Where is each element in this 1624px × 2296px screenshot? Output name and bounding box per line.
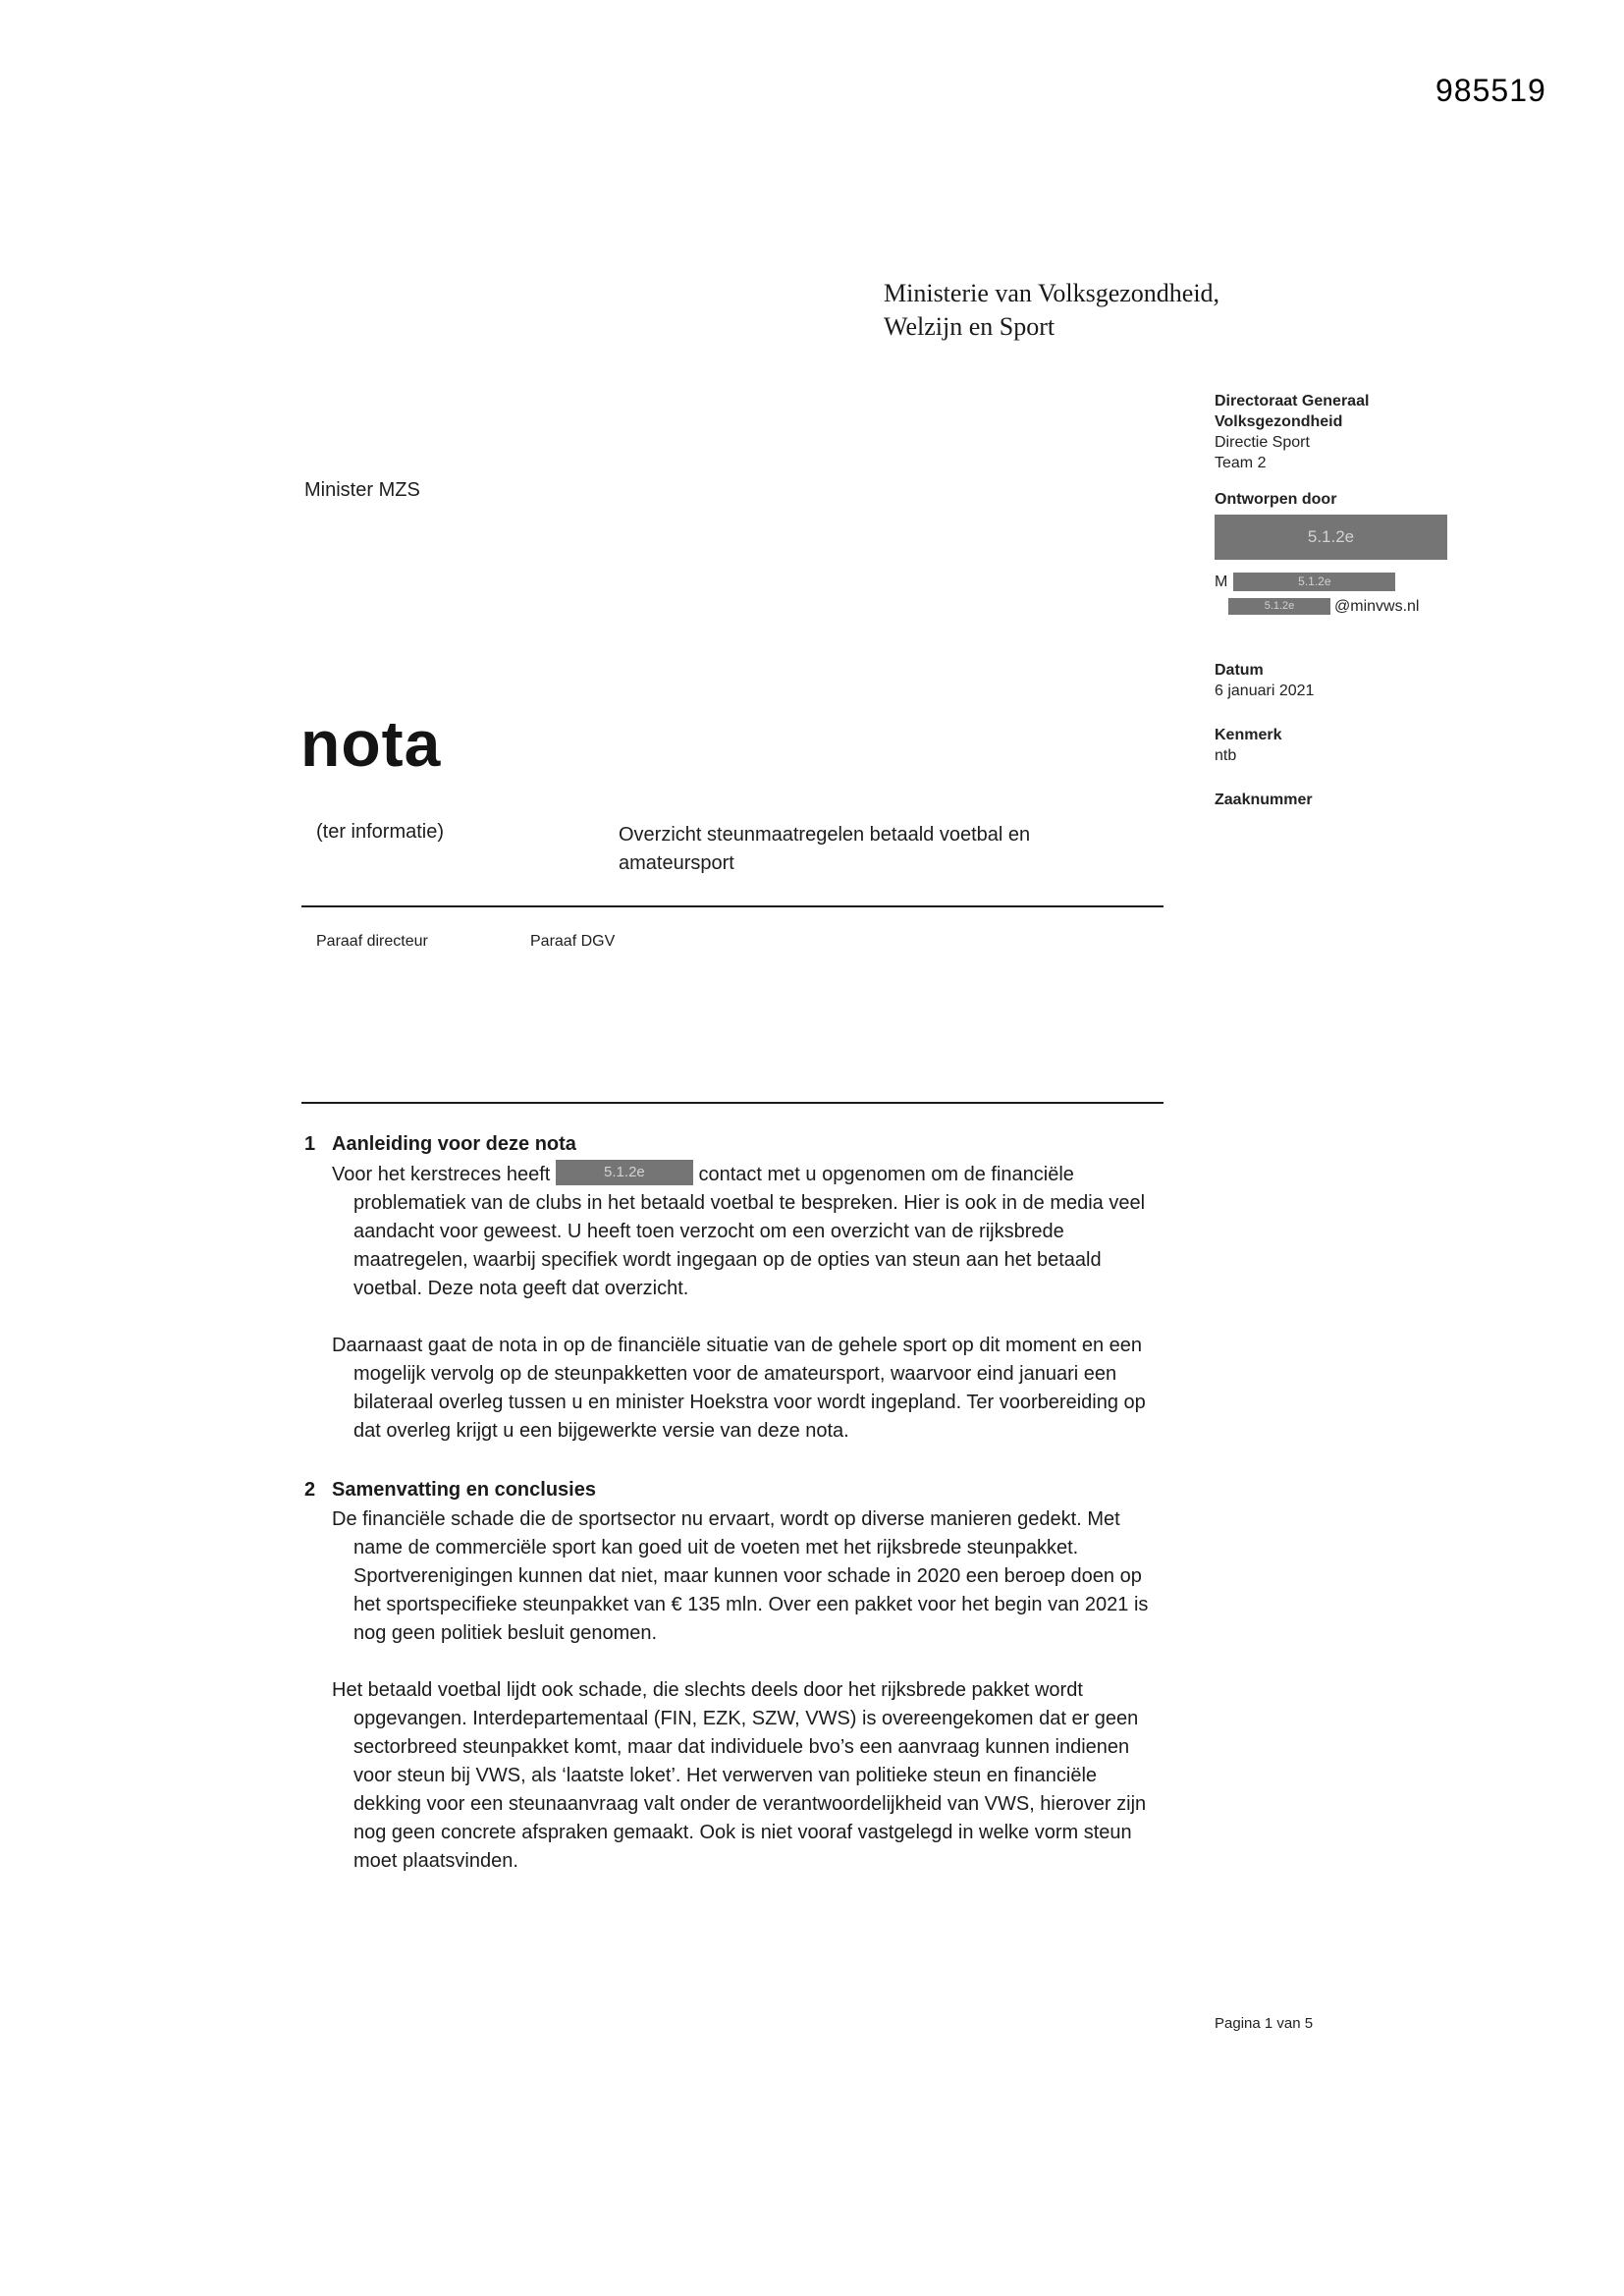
metadata-sidebar: [1215, 391, 1470, 810]
paraaf-directeur-label: Paraaf directeur: [316, 933, 428, 950]
redaction-box-email: 5.1.2e: [1228, 598, 1330, 615]
email-line: [1215, 596, 1470, 617]
email-domain: @minvws.nl: [1334, 598, 1420, 615]
section-samenvatting: [304, 1477, 1168, 1876]
horizontal-rule: [301, 1102, 1164, 1104]
document-title: nota: [300, 707, 442, 780]
zaaknummer-label: Zaaknummer: [1215, 792, 1313, 808]
org-team: Team 2: [1215, 455, 1267, 471]
paragraph: Het betaald voetbal lijdt ook schade, die slechts deels door het rijksbrede pakket wordt opgevangen. Interdepartementaal (FIN, EZK, SZW, VWS) is overeengekomen dat er geen sectorbreed steunpakket komt, maar dat individuele bvo’s een aanvraag kunnen indienen voor steun bij VWS, als ‘laatste loket’. Het verwerven van politieke steun en financiële dekking voor een steunaanvraag valt onder de verantwoordelijkheid van VWS, hierover zijn nog geen concrete afspraken gemaakt. Ook is niet vooraf vastgelegd in welke vorm steun moet plaatsvinden.: [332, 1679, 1147, 1872]
section-title: Samenvatting en conclusies: [332, 1479, 596, 1501]
page-number: Pagina 1 van 5: [1215, 2015, 1314, 2032]
section-title: Aanleiding voor deze nota: [332, 1133, 576, 1155]
redaction-box-author: 5.1.2e: [1215, 515, 1447, 560]
paragraph: Daarnaast gaat de nota in op de financiële situatie van de gehele sport op dit moment en een mogelijk vervolg op de steunpakketten voor de amateursport, waarvoor eind januari een bilateraal overleg tussen u en minister Hoekstra voor wordt ingepland. Ter voorbereiding op dat overleg krijgt u een bijgewerkte versie van deze nota.: [332, 1335, 1146, 1442]
phone-prefix: M: [1215, 574, 1228, 590]
section-heading: [304, 1131, 1168, 1157]
datum-value: 6 januari 2021: [1215, 683, 1315, 699]
section-aanleiding: [304, 1131, 1168, 1446]
document-id-number: 985519: [1435, 73, 1546, 108]
org-directie: Directie Sport: [1215, 434, 1310, 451]
nota-type-label: (ter informatie): [316, 821, 445, 843]
document-body: [304, 1131, 1168, 1876]
section-heading: [304, 1477, 1168, 1503]
datum-label: Datum: [1215, 662, 1264, 679]
redaction-box-phone: 5.1.2e: [1233, 573, 1395, 591]
ministry-line-2: Welzijn en Sport: [884, 312, 1056, 341]
ministry-line-1: Ministerie van Volksgezondheid,: [884, 279, 1220, 307]
section-number: 1: [304, 1133, 316, 1155]
redaction-box-inline: 5.1.2e: [556, 1160, 693, 1185]
kenmerk-value: ntb: [1215, 747, 1237, 764]
paragraph-text: Voor het kerstreces heeft: [332, 1164, 556, 1185]
section-number: 2: [304, 1479, 316, 1501]
addressee: Minister MZS: [304, 479, 420, 501]
paragraph: De financiële schade die de sportsector nu ervaart, wordt op diverse manieren gedekt. Met name de commerciële sport kan goed uit de voeten met het rijksbrede steunpakket. Sportverenigingen kunnen dat niet, maar kunnen voor schade in 2020 een beroep doen op het sportspecifieke steunpakket van € 135 mln. Over een pakket voor het begin van 2021 is nog geen politiek besluit genomen.: [332, 1508, 1149, 1644]
org-name-line: Volksgezondheid: [1215, 413, 1343, 430]
paragraph: [332, 1160, 1168, 1303]
kenmerk-label: Kenmerk: [1215, 727, 1282, 743]
paragraph-text: contact met u opgenomen om de financiële problematiek van de clubs in het betaald voetbal te bespreken. Hier is ook in de media veel aandacht voor geweest. U heeft toen verzocht om een overzicht van de rijksbrede maatregelen, waarbij specifiek wordt ingegaan op de opties van steun aan het betaald voetbal. Deze nota geeft dat overzicht.: [353, 1164, 1146, 1299]
paraaf-dgv-label: Paraaf DGV: [530, 933, 616, 950]
horizontal-rule: [301, 905, 1164, 907]
nota-subject: Overzicht steunmaatregelen betaald voetbal en amateursport: [619, 824, 1031, 874]
org-name-line: Directoraat Generaal: [1215, 393, 1370, 410]
ontworpen-door-label: Ontworpen door: [1215, 491, 1337, 508]
phone-line: [1215, 572, 1470, 592]
ministry-wordmark: [884, 277, 1219, 344]
